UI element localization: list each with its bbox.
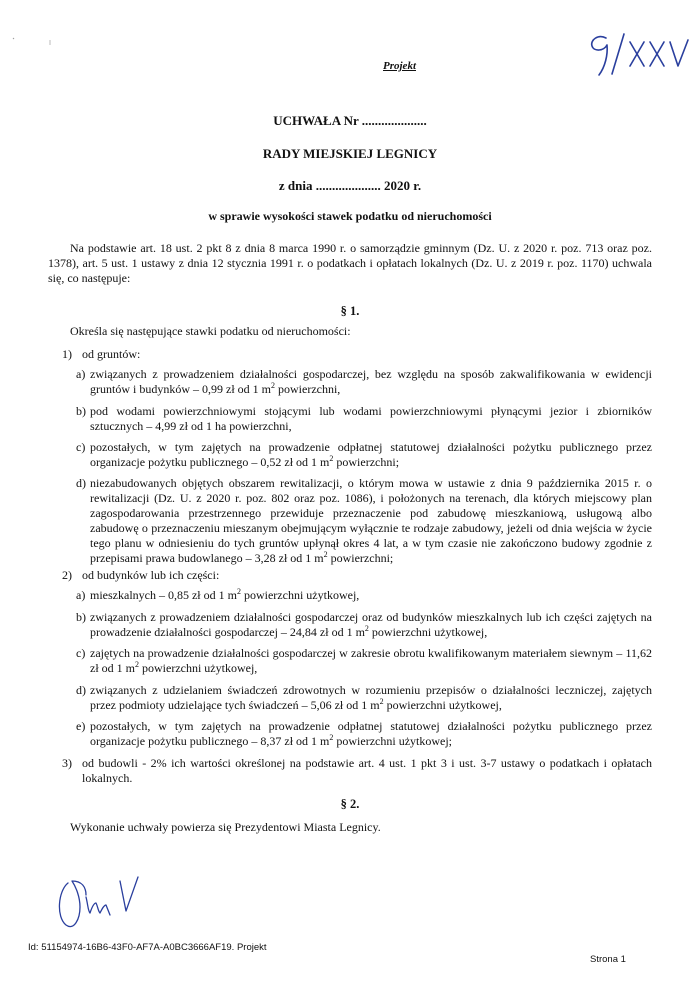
list-item: 1) od gruntów: bbox=[62, 347, 141, 361]
legal-basis-paragraph: Na podstawie art. 18 ust. 2 pkt 8 z dnia 8 marca 1990 r. o samorządzie gminnym (Dz. U. z 2020 r. poz. 713 oraz poz. 1378), art. 5 ust. 1 ustawy z dnia 12 stycznia 1991 r. o podatkach i opłatach lokalnych (Dz. U. z 2019 r. poz. 1170) uchwala się, co następuje: bbox=[48, 241, 652, 285]
list-item: a) mieszkalnych – 0,85 zł od 1 $m^2$ powierzchni użytkowej, bbox=[76, 587, 360, 602]
section-2-text: Wykonanie uchwały powierza się Prezydentowi Miasta Legnicy. bbox=[70, 820, 381, 834]
list-item: c) pozostałych, w tym zajętych na prowadzenie odpłatnej statutowej działalności pożytku publicznego przez organizacje pożytku publicznego – 0,52 zł od 1 $m^2$ powierzchni; bbox=[76, 440, 652, 469]
document-id: Id: 51154974-16B6-43F0-AF7A-A0BC3666AF19. Projekt bbox=[28, 942, 267, 953]
resolution-subject: w sprawie wysokości stawek podatku od nieruchomości bbox=[208, 209, 492, 223]
handwritten-resolution-number bbox=[584, 28, 694, 80]
list-item: a) związanych z prowadzeniem działalności gospodarczej, bez względu na sposób zakwalifikowania w ewidencji gruntów i budynków – 0,99 zł od 1 $m^2$ powierzchni, bbox=[76, 367, 652, 396]
resolution-date-line: z dnia .................... 2020 r. bbox=[278, 178, 422, 193]
section-2-sign: § 2. bbox=[340, 797, 360, 811]
list-item: b) pod wodami powierzchniowymi stojącymi lub wodami powierzchniowymi płynącymi jezior i zbiorników sztucznych – 4,99 zł od 1 ha powierzchni, bbox=[76, 404, 652, 433]
list-item: d) związanych z udzielaniem świadczeń zdrowotnych w rozumieniu przepisów o działalności leczniczej, zajętych przez podmioty udzielające tych świadczeń – 5,06 zł od 1 $m^2$ powierzchni użytkowej, bbox=[76, 683, 652, 712]
council-name: RADY MIEJSKIEJ LEGNICY bbox=[262, 146, 438, 161]
list-item: e) pozostałych, w tym zajętych na prowadzenie odpłatnej statutowej działalności pożytku publicznego przez organizacje pożytku publicznego – 8,37 zł od 1 $m^2$ powierzchni użytkowej; bbox=[76, 719, 652, 748]
section-1-lead: Określa się następujące stawki podatku od nieruchomości: bbox=[70, 324, 351, 338]
page-number: Strona 1 bbox=[590, 954, 626, 965]
list-item: b) związanych z prowadzeniem działalności gospodarczej oraz od budynków mieszkalnych lub ich części zajętych na prowadzenie działalności gospodarczej – 24,84 zł od 1 $m^2$ powierzchni użytkowej, bbox=[76, 610, 652, 639]
projekt-label: Projekt bbox=[383, 60, 416, 72]
handwritten-signature bbox=[54, 873, 144, 935]
margin-marks bbox=[10, 30, 60, 50]
list-item: c) zajętych na prowadzenie działalności gospodarczej w zakresie obrotu kwalifikowanym materiałem siewnym – 11,62 zł od 1 $m^2$ powierzchni użytkowej, bbox=[76, 646, 652, 675]
section-1-sign: § 1. bbox=[340, 304, 360, 318]
list-item: d) niezabudowanych objętych obszarem rewitalizacji, o którym mowa w ustawie z dnia 9 października 2015 r. o rewitalizacji (Dz. U. z 2020 r. poz. 802 oraz poz. 1086), i położonych na terenach, dla których miejscowy plan zagospodarowania przestrzennego przewiduje przeznaczenie pod zabudowę mieszkaniową, usługową albo zabudowę o przeznaczeniu mieszanym obejmującym wyłącznie te rodzaje zabudowy, jeżeli od dnia wejścia w życie tego planu w odniesieniu do tych gruntów upłynął okres 4 lat, a w tym czasie nie zakończono budowy zgodnie z przepisami prawa budowlanego – 3,28 zł od 1 $m^2$ powierzchni; bbox=[76, 476, 652, 565]
list-item: 3) od budowli - 2% ich wartości określonej na podstawie art. 4 ust. 1 pkt 3 i ust. 3-7 ustawy o podatkach i opłatach lokalnych. bbox=[62, 756, 652, 785]
list-item: 2) od budynków lub ich części: bbox=[62, 568, 220, 582]
resolution-number-line: UCHWAŁA Nr .................... bbox=[273, 113, 427, 128]
